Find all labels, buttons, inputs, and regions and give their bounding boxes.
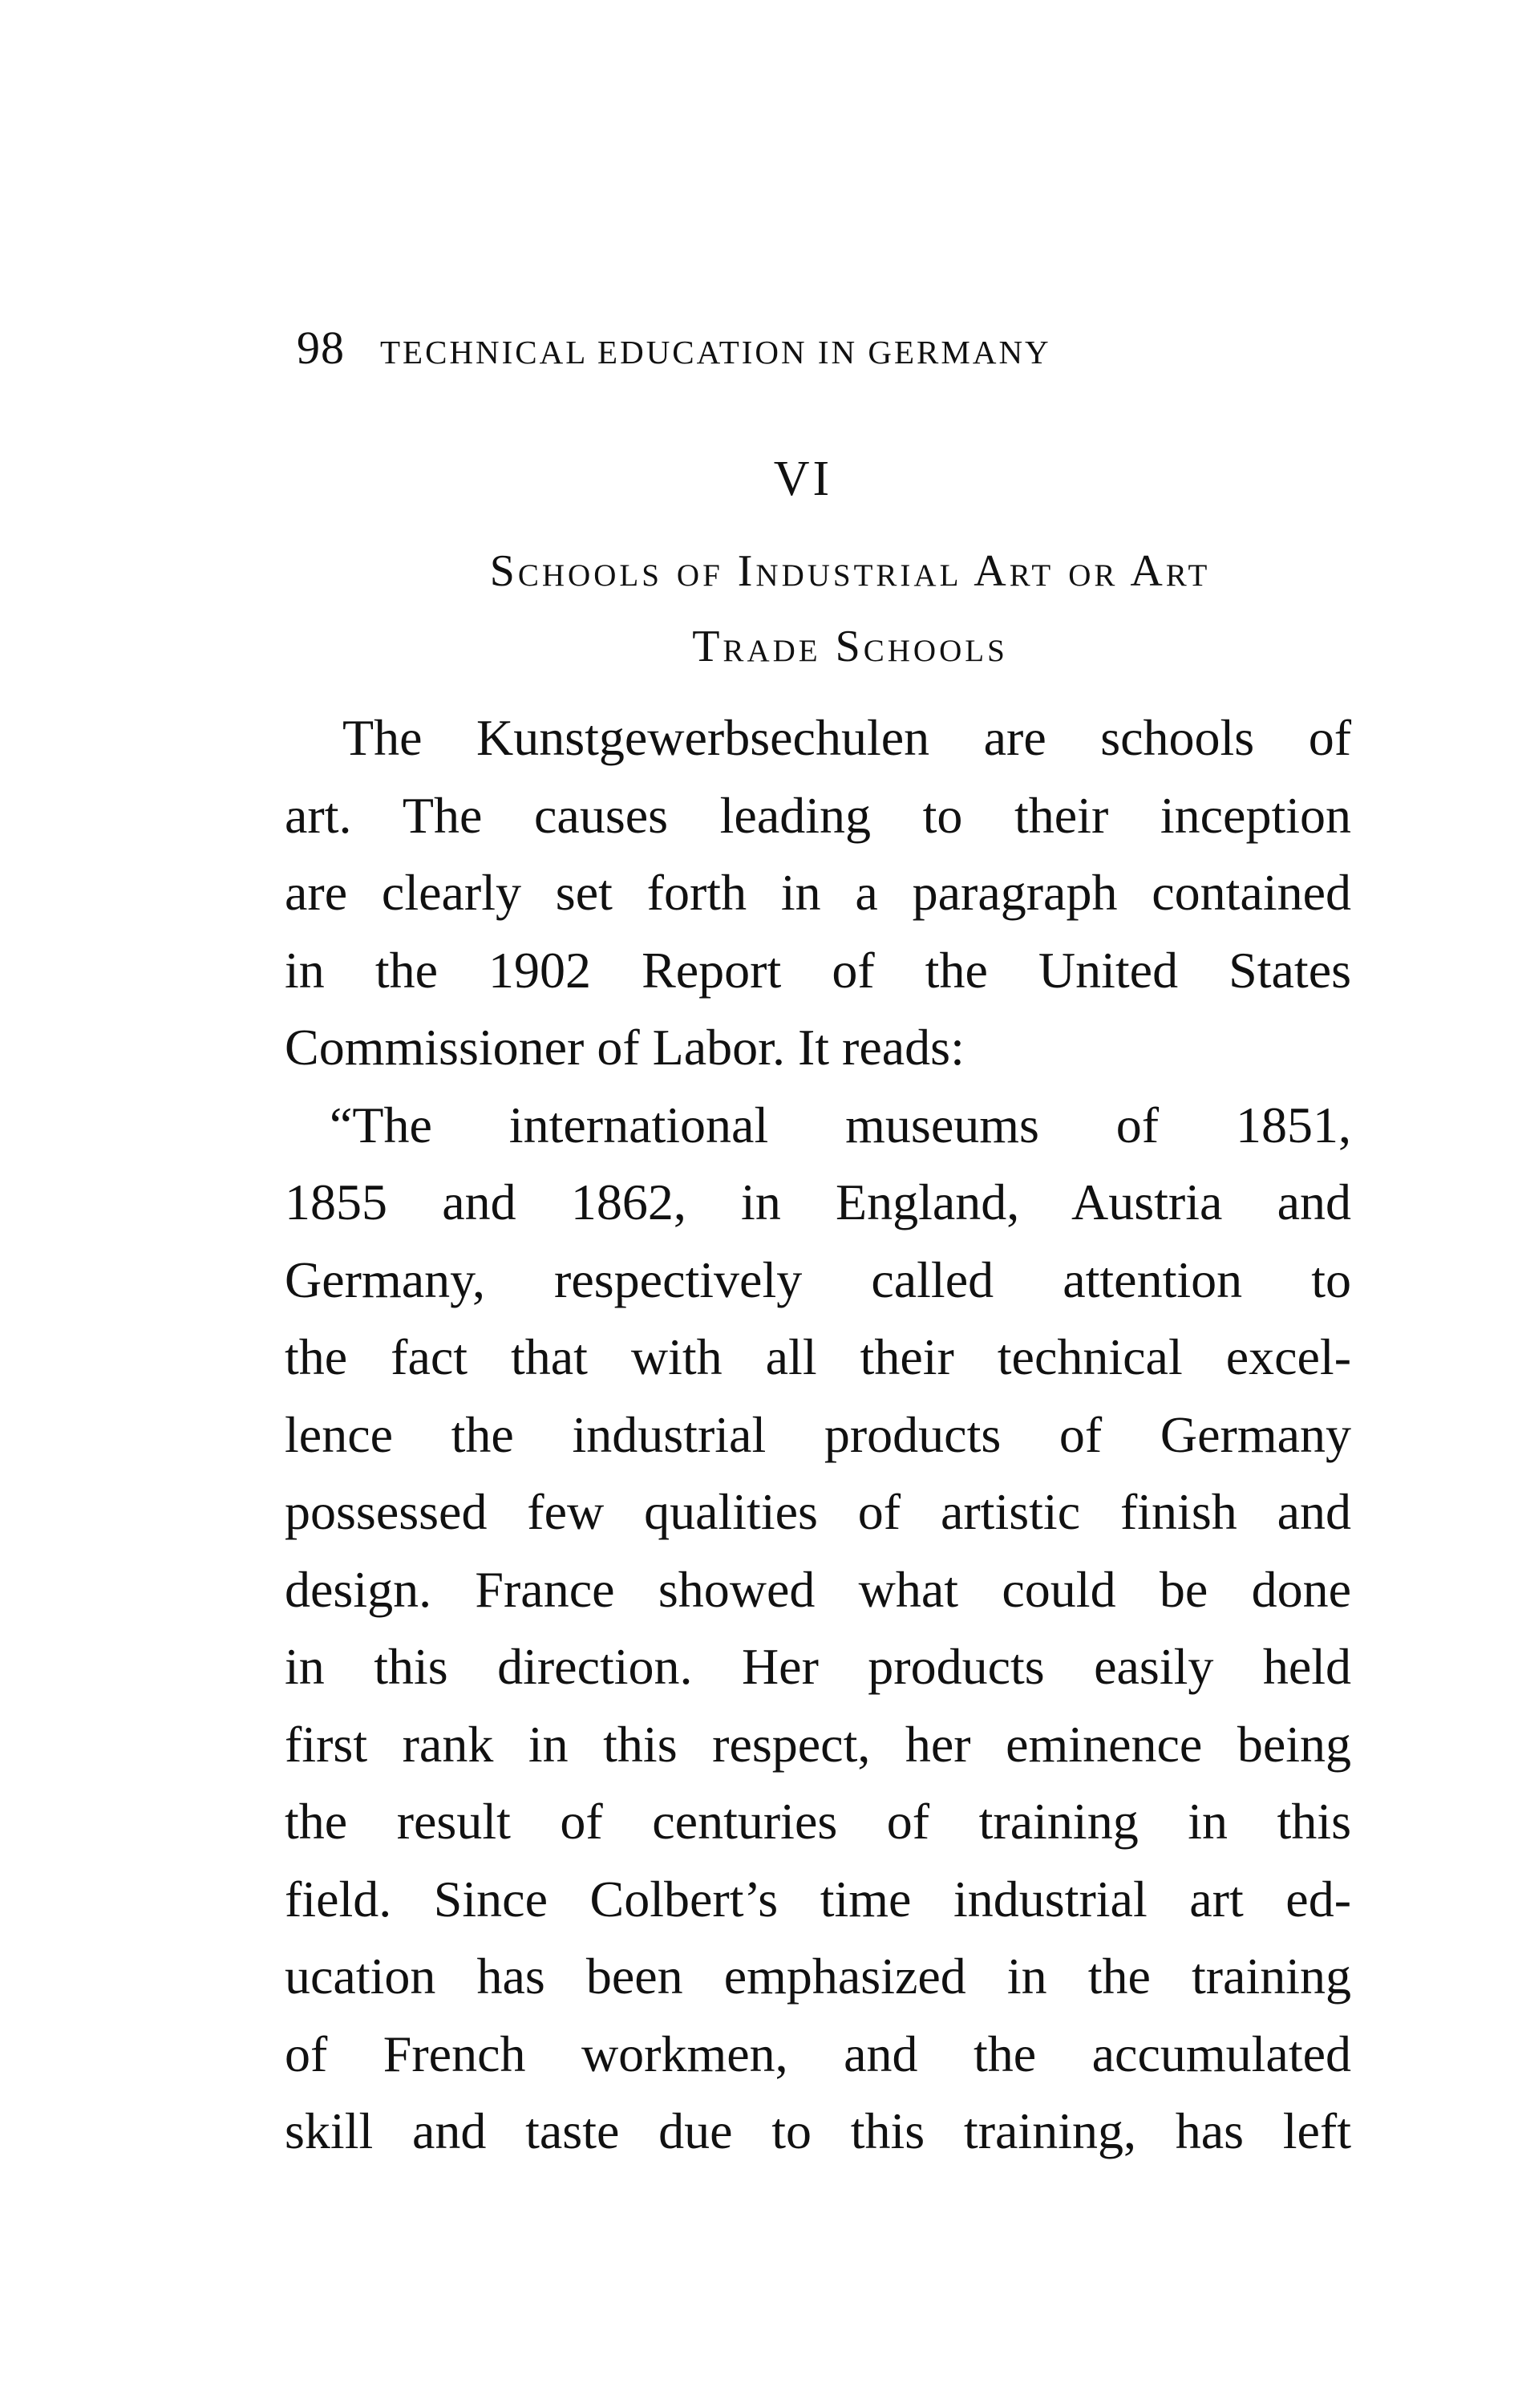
text-line: Germany, respectively called attention to [285,1251,1351,1308]
page-number: 98 [297,322,345,374]
page-header [297,321,1355,375]
text-line: field. Since Colbert’s time industrial art ed- [285,1870,1351,1928]
running-title: TECHNICAL EDUCATION IN GERMANY [380,334,1051,371]
text-line: the fact that with all their technical excel- [285,1328,1351,1385]
text-line: ucation has been emphasized in the training [285,1948,1351,2005]
text-line: in the 1902 Report of the United States [285,941,1351,999]
text-line: first rank in this respect, her eminence being [285,1715,1351,1773]
text-line: possessed few qualities of artistic finish and [285,1483,1351,1540]
text-line: of French workmen, and the accumulated [285,2025,1351,2082]
chapter-number: VI [773,452,833,506]
text-line: design. France showed what could be done [285,1560,1351,1618]
chapter-title-line-1: Schools of Industrial Art or Art [489,546,1211,596]
text-line: 1855 and 1862, in England, Austria and [285,1174,1351,1230]
chapter-title-line-2: Trade Schools [692,622,1008,671]
text-line: lence the industrial products of Germany [285,1405,1351,1463]
text-line: Commissioner of Labor. It reads: [285,1019,965,1076]
text-line: The Kunstgewerbsechulen are schools of [342,709,1351,766]
text-line: in this direction. Her products easily held [285,1638,1351,1695]
text-line: the result of centuries of training in this [285,1793,1351,1850]
text-line: are clearly set forth in a paragraph contained [285,864,1351,921]
text-line: skill and taste due to this training, has left [285,2102,1351,2159]
text-line: “The international museums of 1851, [330,1096,1351,1153]
text-line: art. The causes leading to their inception [285,786,1351,844]
body-text [285,699,1351,2171]
